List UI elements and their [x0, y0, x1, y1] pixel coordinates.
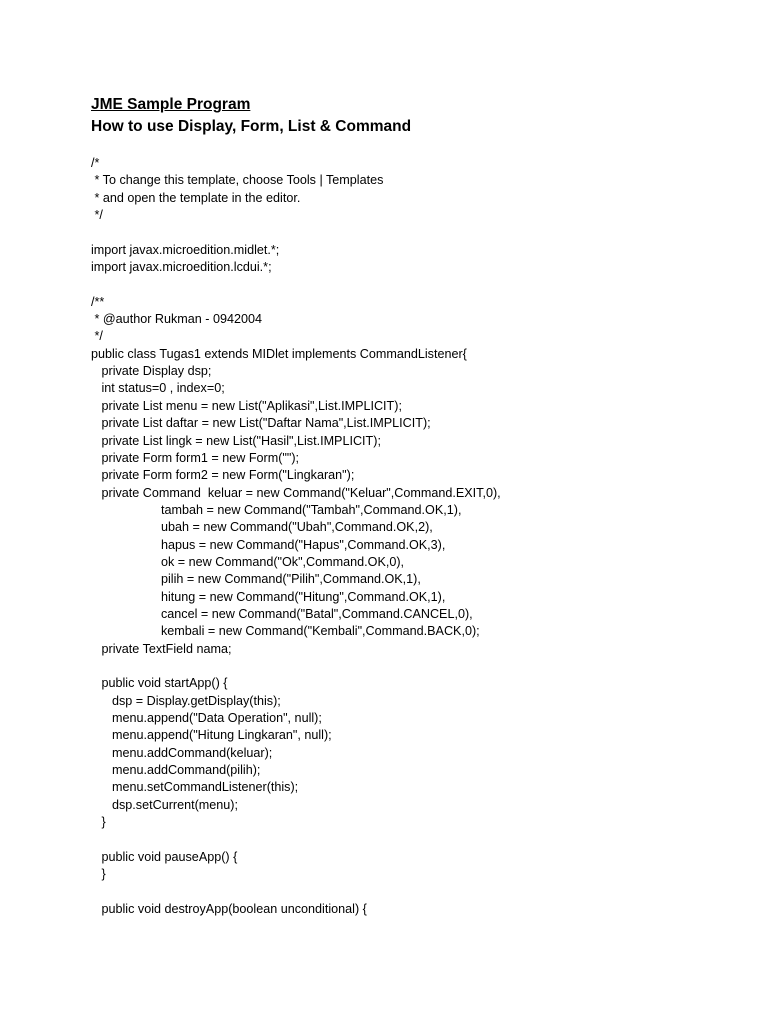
code-line: hitung = new Command("Hitung",Command.OK,1), — [91, 589, 446, 604]
code-line: /** — [91, 294, 105, 309]
code-line: tambah = new Command("Tambah",Command.OK,1), — [91, 502, 462, 517]
code-line — [91, 276, 501, 293]
code-line: public void destroyApp(boolean unconditional) { — [91, 901, 367, 916]
code-line: menu.setCommandListener(this); — [91, 780, 299, 795]
code-line — [91, 658, 501, 675]
document-title: JME Sample Program — [91, 96, 251, 113]
code-line: private List daftar = new List("Daftar Nama",List.IMPLICIT); — [91, 416, 431, 431]
code-line: private Form form2 = new Form("Lingkaran"); — [91, 468, 355, 483]
code-line: private TextField nama; — [91, 641, 232, 656]
code-line: cancel = new Command("Batal",Command.CANCEL,0), — [91, 606, 473, 621]
code-line: menu.addCommand(keluar); — [91, 745, 273, 760]
code-line: menu.addCommand(pilih); — [91, 763, 261, 778]
code-line: /* — [91, 156, 100, 170]
code-line: private Command keluar = new Command("Keluar",Command.EXIT,0), — [91, 485, 501, 500]
code-line — [91, 224, 501, 241]
code-line: ok = new Command("Ok",Command.OK,0), — [91, 554, 405, 569]
code-line: * and open the template in the editor. — [91, 190, 301, 205]
code-line: } — [91, 867, 106, 882]
code-line: * @author Rukman - 0942004 — [91, 312, 263, 327]
code-line: hapus = new Command("Hapus",Command.OK,3), — [91, 537, 446, 552]
code-line: menu.append("Data Operation", null); — [91, 711, 322, 725]
code-line: private List menu = new List("Aplikasi",List.IMPLICIT); — [91, 398, 402, 413]
code-line: kembali = new Command("Kembali",Command.BACK,0); — [91, 624, 480, 639]
code-line: } — [91, 815, 106, 830]
code-line: import javax.microedition.midlet.*; — [91, 242, 280, 257]
code-line: menu.append("Hitung Lingkaran", null); — [91, 728, 332, 743]
code-line — [91, 831, 501, 848]
code-line: public void startApp() { — [91, 676, 228, 691]
code-line: */ — [91, 208, 103, 223]
code-line: ubah = new Command("Ubah",Command.OK,2), — [91, 520, 433, 535]
code-line: import javax.microedition.lcdui.*; — [91, 260, 272, 275]
document-subtitle: How to use Display, Form, List & Command — [91, 118, 412, 135]
code-line: private Display dsp; — [91, 364, 212, 379]
code-listing — [91, 155, 501, 918]
code-line: public void pauseApp() { — [91, 849, 238, 864]
code-line: pilih = new Command("Pilih",Command.OK,1), — [91, 572, 421, 587]
code-line — [91, 883, 501, 900]
code-line: dsp = Display.getDisplay(this); — [91, 693, 281, 708]
code-line: int status=0 , index=0; — [91, 381, 225, 396]
code-line: public class Tugas1 extends MIDlet implements CommandListener{ — [91, 346, 467, 361]
code-line: private List lingk = new List("Hasil",List.IMPLICIT); — [91, 433, 381, 448]
code-line: private Form form1 = new Form(""); — [91, 450, 300, 465]
code-line: */ — [91, 329, 103, 344]
code-line: * To change this template, choose Tools | Templates — [91, 173, 384, 188]
code-line: dsp.setCurrent(menu); — [91, 797, 238, 812]
